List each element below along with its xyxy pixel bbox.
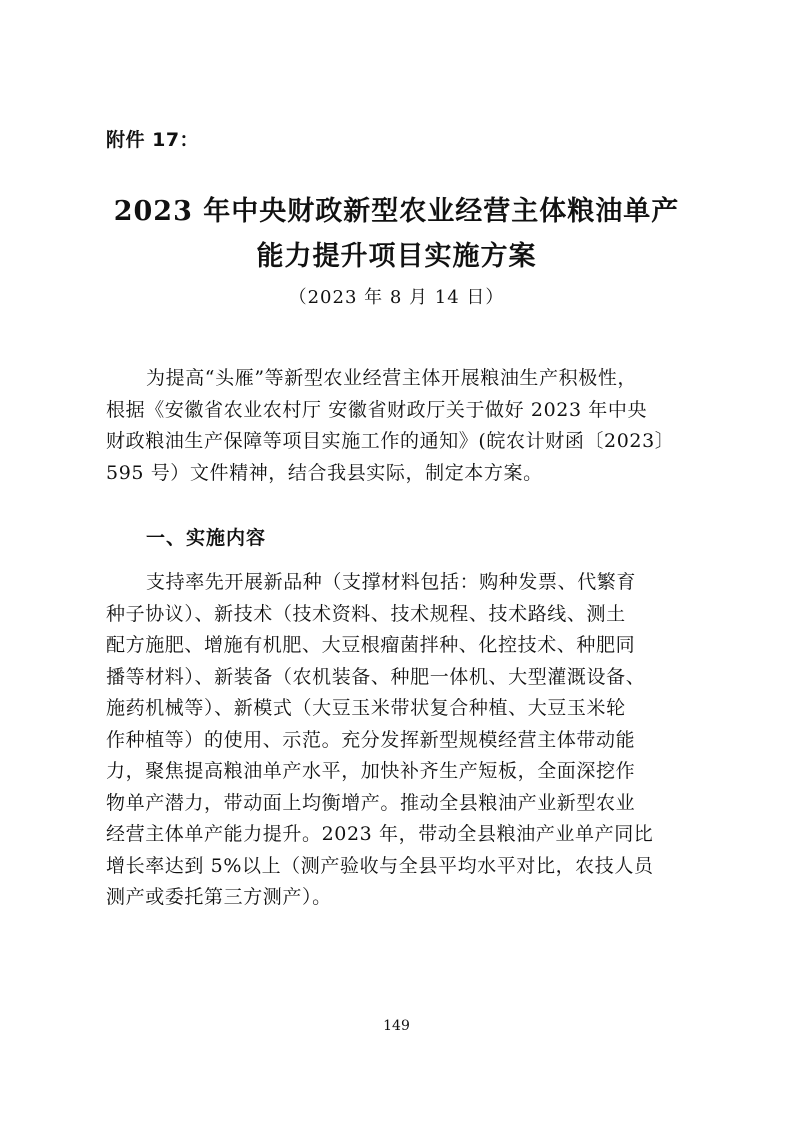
document-title-line-1: 2023 年中央财政新型农业经营主体粮油单产 — [113, 196, 680, 227]
page-number: 149 — [383, 1018, 410, 1034]
paragraph-line: 施药机械等）、新模式（大豆玉米带状复合种植、大豆玉米轮 — [106, 697, 626, 719]
paragraph-line: 种子协议）、新技术（技术资料、技术规程、技术路线、测土 — [106, 602, 626, 625]
document-title-line-2: 能力提升项目实施方案 — [256, 241, 537, 272]
paragraph-line: 根据《安徽省农业农村厅 安徽省财政厅关于做好 2023 年中央 — [106, 398, 648, 421]
paragraph-line: 增长率达到 5%以上（测产验收与全县平均水平对比，农技人员 — [106, 854, 654, 877]
paragraph-line: 播等材料）、新装备（农机装备、种肥一体机、大型灌溉设备、 — [106, 665, 646, 688]
paragraph-line: 财政粮油生产保障等项目实施工作的通知》(皖农计财函〔2023〕 — [106, 430, 675, 452]
attachment-label: 附件 17： — [106, 129, 200, 151]
intro-paragraph — [106, 363, 696, 489]
paragraph-line: 测产或委托第三方测产）。 — [106, 886, 332, 908]
paragraph-line: 配方施肥、增施有机肥、大豆根瘤菌拌种、化控技术、种肥同 — [106, 634, 636, 656]
paragraph-line: 支持率先开展新品种（支撑材料包括：购种发票、代繁育 — [146, 571, 637, 593]
paragraph-line: 作种植等）的使用、示范。充分发挥新型规模经营主体带动能 — [106, 728, 636, 751]
document-date: （2023 年 8 月 14 日） — [288, 287, 505, 308]
paragraph-line: 力，聚焦提高粮油单产水平，加快补齐生产短板，全面深挖作 — [106, 760, 636, 782]
section-paragraph — [106, 567, 696, 914]
paragraph-line: 595 号）文件精神，结合我县实际，制定本方案。 — [106, 461, 543, 484]
section-heading: 一、实施内容 — [146, 527, 267, 549]
paragraph-line: 为提高“头雁”等新型农业经营主体开展粮油生产积极性， — [146, 367, 638, 389]
paragraph-line: 物单产潜力，带动面上均衡增产。推动全县粮油产业新型农业 — [106, 791, 636, 814]
paragraph-line: 经营主体单产能力提升。2023 年，带动全县粮油产业单产同比 — [106, 823, 654, 845]
